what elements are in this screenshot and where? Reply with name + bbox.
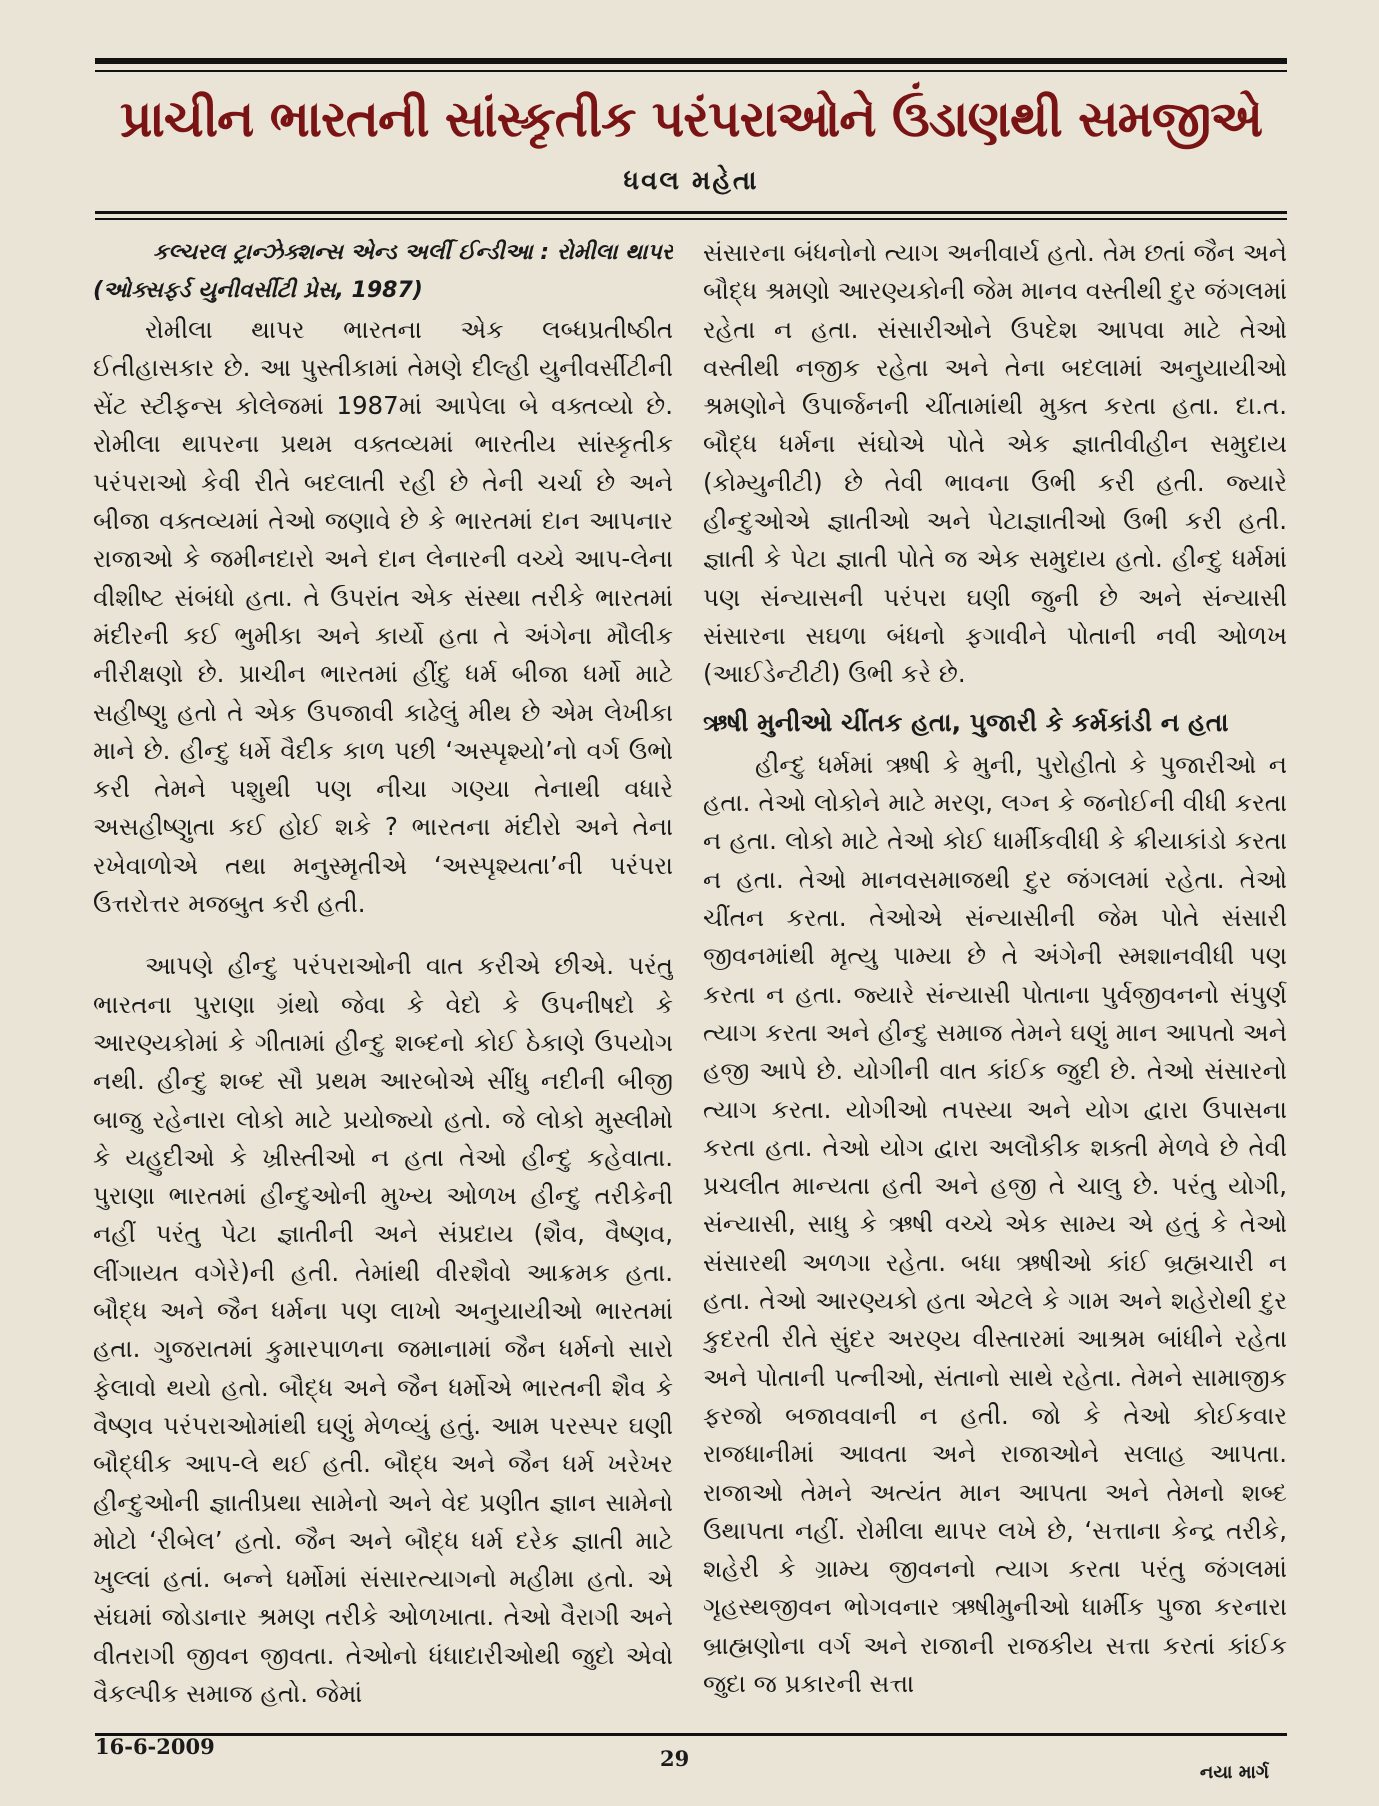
issue-date: 16-6-2009	[95, 1734, 215, 1759]
header-rule-thin	[95, 218, 1287, 220]
source-line-1: કલ્ચરલ ટ્રાન્ઝેક્શન્સ એન્ડ અર્લી ઈન્ડીઆ : રોમીલા થાપર	[152, 240, 673, 265]
source-line-2: (ઓક્સફર્ડ યુનીવર્સીટી પ્રેસ, 1987)	[93, 278, 423, 304]
page-number: 29	[660, 1746, 690, 1771]
top-rule-thick	[95, 58, 1287, 64]
header-rule-thick	[95, 211, 1287, 214]
paragraph-left-1: રોમીલા થાપર ભારતના એક લબ્ધપ્રતીષ્ઠીત ઈતીહાસકાર છે. આ પુસ્તીકામાં તેમણે દીલ્હી યુનીવર્સીટીની સેંટ સ્ટીફન્સ કોલેજમાં 1987માં આપેલા બે વક્તવ્યો છે. રોમીલા થાપરના પ્રથમ વક્તવ્યમાં ભારતીય સાંસ્કૃતીક પરંપરાઓ કેવી રીતે બદલાતી રહી છે તેની ચર્ચા છે અને બીજા વક્તવ્યમાં તેઓ જણાવે છે કે ભારતમાં દાન આપનાર રાજાઓ કે જમીનદારો અને દાન લેનારની વચ્ચે આપ-લેના વીશીષ્ટ સંબંધો હતા. તે ઉપરાંત એક સંસ્થા તરીકે ભારતમાં મંદીરની કઈ ભુમીકા અને કાર્યો હતા તે અંગેના મૌલીક નીરીક્ષણો છે. પ્રાચીન ભારતમાં હીંદુ ધર્મ બીજા ધર્મો માટે સહીષ્ણુ હતો તે એક ઉપજાવી કાઢેલું મીથ છે એમ લેખીકા માને છે. હીન્દુ ધર્મે વૈદીક કાળ પછી ‘અસ્પૃશ્યો’નો વર્ગ ઉભો કરી તેમને પશુથી પણ નીચા ગણ્યા તેનાથી વધારે અસહીષ્ણુતા કઈ હોઈ શકે ? ભારતના મંદીરો અને તેના રખેવાળોએ તથા મનુસ્મૃતીએ ‘અસ્પૃશ્યતા’ની પરંપરા ઉત્તરોત્તર મજબુત કરી હતી.	[93, 314, 673, 919]
right-column	[703, 234, 1287, 1724]
section-subheading: ઋષી મુનીઓ ચીંતક હતા, પુજારી કે કર્મકાંડી ન હતા	[703, 707, 1229, 737]
article-author: ધવલ મહેતા	[623, 166, 759, 196]
paragraph-left-2: આપણે હીન્દુ પરંપરાઓની વાત કરીએ છીએ. પરંતુ ભારતના પુરાણા ગ્રંથો જેવા કે વેદો કે ઉપનીષદો કે આરણ્યકોમાં કે ગીતામાં હીન્દુ શબ્દનો કોઈ ઠેકાણે ઉપયોગ નથી. હીન્દુ શબ્દ સૌ પ્રથમ આરબોએ સીંધુ નદીની બીજી બાજુ રહેનારા લોકો માટે પ્રયોજ્યો હતો. જે લોકો મુસ્લીમો કે યહુદીઓ કે ખ્રીસ્તીઓ ન હતા તેઓ હીન્દુ કહેવાતા. પુરાણા ભારતમાં હીન્દુઓની મુખ્ય ઓળખ હીન્દુ તરીકેની નહીં પરંતુ પેટા જ્ઞાતીની અને સંપ્રદાય (શૈવ, વૈષ્ણવ, લીંગાયત વગેરે)ની હતી. તેમાંથી વીરશૈવો આક્રમક હતા. બૌદ્ધ અને જૈન ધર્મના પણ લાખો અનુયાયીઓ ભારતમાં હતા. ગુજરાતમાં કુમારપાળના જમાનામાં જૈન ધર્મનો સારો ફેલાવો થયો હતો. બૌદ્ધ અને જૈન ધર્મોએ ભારતની શૈવ કે વૈષ્ણવ પરંપરાઓમાંથી ઘણું મેળવ્યું હતું. આમ પરસ્પર ઘણી બૌદ્ધીક આપ-લે થઈ હતી. બૌદ્ધ અને જૈન ધર્મ ખરેખર હીન્દુઓની જ્ઞાતીપ્રથા સામેનો અને વેદ પ્રણીત જ્ઞાન સામેનો મોટો ‘રીબેલ’ હતો. જૈન અને બૌદ્ધ ધર્મ દરેક જ્ઞાતી માટે ખુલ્લાં હતાં. બન્ને ધર્મોમાં સંસારત્યાગનો મહીમા હતો. એ સંઘમાં જોડાનાર શ્રમણ તરીકે ઓળખાતા. તેઓ વૈરાગી અને વીતરાગી જીવન જીવતા. તેઓનો ધંધાદારીઓથી જુદો એવો વૈકલ્પીક સમાજ હતો. જેમાં	[93, 951, 673, 1708]
paragraph-right-2: હીન્દુ ધર્મમાં ઋષી કે મુની, પુરોહીતો કે પુજારીઓ ન હતા. તેઓ લોકોને માટે મરણ, લગ્ન કે જનોઈની વીધી કરતા ન હતા. લોકો માટે તેઓ કોઈ ધાર્મીકવીધી કે ક્રીયાકાંડો કરતા ન હતા. તેઓ માનવસમાજથી દુર જંગલમાં રહેતા. તેઓ ચીંતન કરતા. તેઓએ સંન્યાસીની જેમ પોતે સંસારી જીવનમાંથી મૃત્યુ પામ્યા છે તે અંગેની સ્મશાનવીધી પણ કરતા ન હતા. જ્યારે સંન્યાસી પોતાના પુર્વજીવનનો સંપુર્ણ ત્યાગ કરતા અને હીન્દુ સમાજ તેમને ઘણું માન આપતો અને હજી આપે છે. યોગીની વાત કાંઈક જુદી છે. તેઓ સંસારનો ત્યાગ કરતા. યોગીઓ તપસ્યા અને યોગ દ્વારા ઉપાસના કરતા હતા. તેઓ યોગ દ્વારા અલૌકીક શક્તી મેળવે છે તેવી પ્રચલીત માન્યતા હતી અને હજી તે ચાલુ છે. પરંતુ યોગી, સંન્યાસી, સાધુ કે ઋષી વચ્ચે એક સામ્ય એ હતું કે તેઓ સંસારથી અળગા રહેતા. બધા ઋષીઓ કાંઈ બ્રહ્મચારી ન હતા. તેઓ આરણ્યકો હતા એટલે કે ગામ અને શહેરોથી દુર કુદરતી રીતે સુંદર અરણ્ય વીસ્તારમાં આશ્રમ બાંધીને રહેતા અને પોતાની પત્નીઓ, સંતાનો સાથે રહેતા. તેમને સામાજીક ફરજો બજાવવાની ન હતી. જો કે તેઓ કોઈકવાર રાજધાનીમાં આવતા અને રાજાઓને સલાહ આપતા. રાજાઓ તેમને અત્યંત માન આપતા અને તેમનો શબ્દ ઉથાપતા નહીં. રોમીલા થાપર લખે છે, ‘સત્તાના કેન્દ્ર તરીકે, શહેરી કે ગ્રામ્ય જીવનનો ત્યાગ કરતા પરંતુ જંગલમાં ગૃહસ્થજીવન ભોગવનાર ઋષીમુનીઓ ધાર્મીક પુજા કરનારા બ્રાહ્મણોના વર્ગ અને રાજાની રાજકીય સત્તા કરતાં કાંઈક જુદા જ પ્રકારની સત્તા	[703, 749, 1287, 1698]
magazine-name: નયા માર્ગ	[1199, 1762, 1269, 1783]
footer-rule	[95, 1733, 1287, 1736]
article-title: પ્રાચીન ભારતની સાંસ્કૃતીક પરંપરાઓને ઉંડાણથી સમજીએ	[120, 90, 1262, 148]
paragraph-right-1: સંસારના બંધનોનો ત્યાગ અનીવાર્ય હતો. તેમ છતાં જૈન અને બૌદ્ધ શ્રમણો આરણ્યકોની જેમ માનવ વસ્તીથી દુર જંગલમાં રહેતા ન હતા. સંસારીઓને ઉપદેશ આપવા માટે તેઓ વસ્તીથી નજીક રહેતા અને તેના બદલામાં અનુયાયીઓ શ્રમણોને ઉપાર્જનની ચીંતામાંથી મુક્ત કરતા હતા. દા.ત. બૌદ્ધ ધર્મના સંઘોએ પોતે એક જ્ઞાતીવીહીન સમુદાય (કોમ્યુનીટી) છે તેવી ભાવના ઉભી કરી હતી. જ્યારે હીન્દુઓએ જ્ઞાતીઓ અને પેટાજ્ઞાતીઓ ઉભી કરી હતી. જ્ઞાતી કે પેટા જ્ઞાતી પોતે જ એક સમુદાય હતો. હીન્દુ ધર્મમાં પણ સંન્યાસની પરંપરા ઘણી જુની છે અને સંન્યાસી સંસારના સઘળા બંધનો ફગાવીને પોતાની નવી ઓળખ (આઈડેન્ટીટી) ઉભી કરે છે.	[703, 238, 1287, 689]
left-column	[93, 234, 673, 1724]
top-rule-thin	[95, 70, 1287, 72]
